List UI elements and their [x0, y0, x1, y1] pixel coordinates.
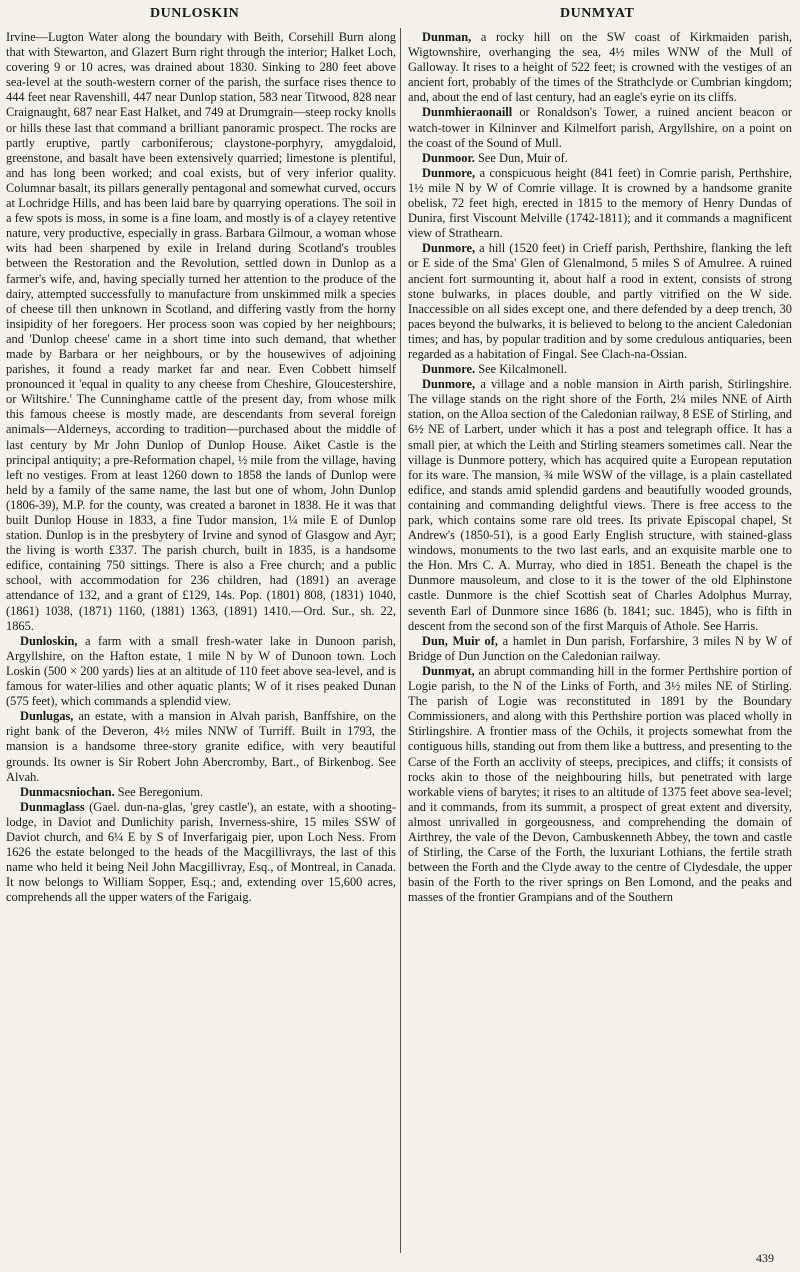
left-column: [6, 30, 396, 1255]
entry-dunmore-comrie: [408, 166, 792, 241]
page-number: 439: [756, 1251, 774, 1265]
entry-dunlugas: [6, 709, 396, 784]
entry-body: See Dun, Muir of.: [474, 150, 568, 165]
entry-body: or Ronaldson's Tower, a ruined ancient beacon or watch-tower in Kilninver and Kilmelfort parish, Argyllshire, on a point on the coast of the Sound of Mull.: [408, 105, 792, 150]
right-column: [408, 30, 792, 1255]
entry-heading: Dunloskin,: [20, 633, 78, 648]
entry-dun-muir-of: [408, 634, 792, 664]
entry-body: (Gael. dun-na-glas, 'grey castle'), an estate, with a shooting-lodge, in Daviot and Dunlichity parish, Inverness-shire, 15 miles SSW of Daviot church, and 6¼ E by S of Inverfarigaig pier, upon Loch Ness. From 1626 the estate belonged to the heads of the Macgillivrays, the last of this name who held it being Neil John Macgillivray, Esq., of Montreal, in Canada. It now belongs to William Sopper, Esq.; and, extending over 15,600 acres, comprehends all the upper waters of the Farigaig.: [6, 799, 396, 905]
entry-dunman: [408, 30, 792, 105]
running-header: [0, 6, 800, 26]
entry-body: Irvine—Lugton Water along the boundary with Beith, Corsehill Burn along that with Stewarton, and Glazert Burn right through the interior; Halket Loch, covering 9 or 10 acres, was drained about 1830. Sinking to 280 feet above sea-level at the south-western corner of the parish, the surface rises thence to 444 feet near Ravenshill, 447 near Dunlop station, 583 near Titwood, 828 near Craignaught, 687 near East Halket, and 749 at Drumgrain—steep rocky knolls or hills these last that command a brilliant panoramic prospect. The rocks are partly eruptive, partly carboniferous; claystone-porphyry, amygdaloid, greenstone, and basalt have been extensively quarried; limestone is plentiful, and has long been worked; and coal exists, but of very inferior quality. Columnar basalt, its pillars generally pentagonal and somewhat curved, occurs at Lochridge Hills, and has been laid bare by quarrying operations. The soil in a few spots is moss, in some is a fine loam, and mostly is of a clayey retentive nature, very productive, especially in grass. Barbara Gilmour, a woman whose wits had been sharpened by exile in Ireland during Scotland's troubles between the Restoration and the Revolution, settled down in Dunlop as a farmer's wife, and, having specially turned her attention to the produce of the dairy, attempted successfully to manufacture from unskimmed milk a species of cheese till then unknown in Scotland, and differing vastly from the horny insipidity of her foregoers. Her process soon was copied by her neighbours; and 'Dunlop cheese' came in a short time into such demand, that whether made by Barbara or her neighbours, or by the housewives of adjoining parishes, it found a ready market far and near. Even Cobbett himself pronounced it 'equal in quality to any cheese from Cheshire, Gloucestershire, or Wiltshire.' The Cunninghame cattle of the present day, from whose milk this famous cheese is mostly made, are descendants from several foreign animals—Alderneys, according to tradition—purchased about the middle of last century by Mr John Dunlop of Dunlop House. Aiket Castle is the principal antiquity; a pre-Reformation chapel, ½ mile from the village, having left no vestiges. From at least 1260 down to 1858 the lands of Dunlop were held by a family of the same name, the last but one of whom, John Dunlop (1806-39), M.P. for the county, was created a baronet in 1838. He it was that built Dunlop House in 1833, a fine Tudor mansion, 1¼ mile E of Dunlop station. Dunlop is in the presbytery of Irvine and synod of Glasgow and Ayr; the living is worth £337. The parish church, built in 1835, is a handsome edifice, containing 750 sittings. There is also a Free church; and a public school, with accommodation for 236 children, had (1891) an average attendance of 132, and a grant of £129, 14s. Pop. (1801) 808, (1831) 1040, (1861) 1038, (1871) 1160, (1881) 1363, (1891) 1410.—Ord. Sur., sh. 22, 1865.: [6, 30, 396, 633]
entry-body: a conspicuous height (841 feet) in Comrie parish, Perthshire, 1½ mile N by W of Comrie village. It is crowned by a handsome granite obelisk, 72 feet high, erected in 1815 to the memory of Henry Dundas of Dunira, first Viscount Melville (1742-1811); and it commands a magnificent view of Strathearn.: [408, 165, 792, 241]
entry-body: a farm with a small fresh-water lake in Dunoon parish, Argyllshire, on the Hafton estate, 1 mile N by W of Dunoon town. Loch Loskin (500 × 200 yards) lies at an altitude of 110 feet above sea-level, and is famous for water-lilies and other aquatic plants; W of it rises peaked Dunan (575 feet), which commands a splendid view.: [6, 633, 396, 709]
header-right-word: DUNMYAT: [560, 6, 635, 21]
entry-heading: Dunmore.: [422, 362, 476, 377]
entry-body: a village and a noble mansion in Airth parish, Stirlingshire. The village stands on the right shore of the Forth, 2¼ miles NNE of Airth station, on the Alloa section of the Caledonian railway, 8 ESE of Stirling, and 6½ NE of Larbert, under which it has a post and telegraph office. It has a small pier, at which the Leith and Stirling steamers sometimes call. Near the village is Dunmore pottery, which has acquired quite a European reputation for its ware. The mansion, ¾ mile WSW of the village, is a plain castellated edifice, and stands amid splendid gardens and beautifully wooded grounds, containing and commanding delightful views. There is free access to the park, which contains some rare old trees. Its private Episcopal chapel, St Andrew's (1850-51), is a good Early English structure, with stained-glass windows, monuments to the two last earls, and an exquisite marble one to the Hon. Mrs C. A. Murray, who died in 1851. Beneath the chapel is the Dunmore mausoleum, and close to it is the tower of the old Elphinstone castle. Dunmore is the chief Scottish seat of Charles Adolphus Murray, seventh Earl of Dunmore since 1686 (b. 1841; suc. 1845), who is fifth in descent from the second son of the first Marquis of Athole. See Harris.: [408, 377, 792, 633]
entry-body: See Beregonium.: [114, 784, 204, 799]
entry-heading: Dunmacsniochan.: [20, 784, 115, 799]
entry-body: an estate, with a mansion in Alvah parish, Banffshire, on the right bank of the Deveron, 4½ miles NNW of Turriff. Built in 1793, the mansion is a handsome three-story granite edifice, with very beautiful grounds. Its owner is Sir Robert John Abercromby, Bart., of Birkenbog. See Alvah.: [6, 709, 396, 784]
entry-heading: Dunmore,: [422, 165, 476, 180]
entry-heading: Dunmore,: [422, 241, 476, 256]
entry-dunlop-continued: [6, 30, 396, 634]
column-divider: [400, 28, 401, 1253]
entry-dunmore-airth: [408, 377, 792, 634]
entry-heading: Dun, Muir of,: [422, 633, 498, 648]
entry-body: a hill (1520 feet) in Crieff parish, Perthshire, flanking the left or E side of the Sma' Glen of Glenalmond, 5 miles S of Amulree. A ruined ancient fort surmounting it, about half a rood in extent, consists of strong stone bulwarks, in places double, and partly vitrified on the W side. Inaccessible on all sides except one, and there defended by a deep trench, 30 paces beyond the bulwarks, it is believed to belong to the ancient Caledonian times; and has, by popular tradition and by some credulous antiquaries, been regarded as a habitation of Fingal. See Clach-na-Ossian.: [408, 241, 792, 361]
entry-heading: Dunmoor.: [422, 150, 475, 165]
entry-heading: Dunman,: [422, 30, 472, 44]
entry-body: an abrupt commanding hill in the former Perthshire portion of Logie parish, to the N of the Links of Forth, and 3½ miles NE of Stirling. The parish of Logie was reconstituted in 1891 by the Boundary Commissioners, and along with this Perthshire portion was placed wholly in Stirlingshire. A frontier mass of the Ochils, it projects somewhat from the contiguous hills, standing out from them like a buttress, and presenting to the Carse of the Forth an acclivity of steeps, precipices, and cliffs; it consists of rocks akin to those of the neighbouring hills, but penetrated with large workable viens of barytes; it rises to an altitude of 1375 feet above sea-level; and it commands, from its summit, a prospect of great extent and diversity, almost unrivalled in gorgeousness, and comprehending the domain of Airthrey, the vale of the Devon, Cambuskenneth Abbey, the town and castle of Stirling, the Carse of the Forth, the luxuriant Lothians, the fertile strath between the Forth and the Clyde away to the centre of Clydesdale, the upper basin of the Forth to the river springs on Ben Lomond, and the peaks and masses of the frontier Grampians and of the Southern: [408, 663, 792, 905]
entry-heading: Dunmore,: [422, 377, 476, 392]
header-left-word: DUNLOSKIN: [150, 6, 240, 21]
entry-dunloskin: [6, 634, 396, 709]
entry-dunmyat: [408, 664, 792, 906]
entry-dunmaglass: [6, 800, 396, 906]
entry-dunmore-crieff: [408, 241, 792, 362]
entry-heading: Dunlugas,: [20, 709, 74, 724]
entry-heading: Dunmaglass: [20, 799, 85, 814]
entry-body: See Kilcalmonell.: [475, 362, 567, 377]
entry-dunmacsniochan: [6, 785, 396, 800]
entry-body: a rocky hill on the SW coast of Kirkmaiden parish, Wigtownshire, overhanging the sea, 4½ miles WNW of the Mull of Galloway. It rises to a height of 522 feet; is crowned with the vestiges of an ancient fort, probably of the times of the Strathclyde or Cumbrian kingdom; and, about the end of last century, had an eagle's eyrie on its cliffs.: [408, 30, 792, 105]
entry-heading: Dunmhieraonaill: [422, 105, 513, 120]
entry-dunmhieraonaill: [408, 105, 792, 150]
entry-heading: Dunmyat,: [422, 663, 475, 678]
entry-body: a hamlet in Dun parish, Forfarshire, 3 miles N by W of Bridge of Dun Junction on the Caledonian railway.: [408, 633, 792, 663]
entry-dunmoor: [408, 151, 792, 166]
entry-dunmore-see: [408, 362, 792, 377]
